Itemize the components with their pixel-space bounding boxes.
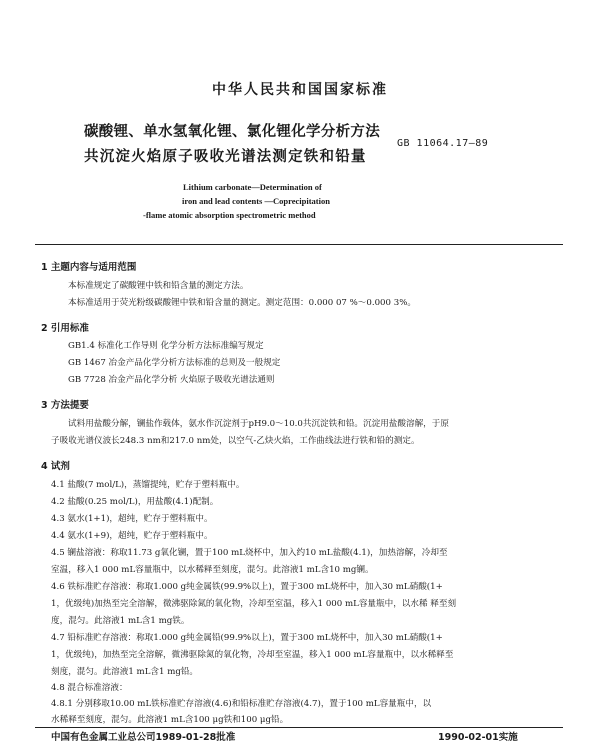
approval-statement: 中国有色金属工业总公司1989-01-28批准 [51,732,236,743]
reference-gb1-4: GB1.4 标准化工作导则 化学分析方法标准编写规定 [68,341,264,351]
reagent-4-5-line-2: 室温，移入1 000 mL容量瓶中，以水稀释至刻度，混匀。此溶液1 mL含10 mg镧。 [51,565,374,575]
section-3-line-1: 试料用盐酸分解，镧盐作载体，氨水作沉淀剂于pH9.0～10.0共沉淀铁和铅。沉淀用盐酸溶解，于原 [68,419,449,429]
reagent-4-7-line-2: 1，优级纯)，加热至完全溶解，微沸驱除氮的氧化物，冷却至室温，移入1 000 mL容量瓶中，以水稀释至 [51,650,454,660]
standard-code: GB 11064.17—89 [397,138,489,149]
section-3-line-2: 子吸收光谱仪波长248.3 nm和217.0 nm处，以空气-乙炔火焰，工作曲线法进行铁和铅的测定。 [51,436,420,446]
title-line-2: 共沉淀火焰原子吸收光谱法测定铁和铅量 [84,149,367,165]
reagent-4-8-1-line-2: 水稀释至刻度，混匀。此溶液1 mL含100 μg铁和100 μg铅。 [51,715,289,725]
implementation-date: 1990-02-01实施 [438,732,518,743]
national-standard-header: 中华人民共和国国家标准 [212,82,388,98]
reagent-4-4: 4.4 氨水(1+9)，超纯，贮存于塑料瓶中。 [51,531,213,541]
english-title-line-2: iron and lead contents —Coprecipitation [182,196,330,206]
section-4-heading: 4 试剂 [41,461,70,472]
footer-divider [35,727,563,728]
section-1-paragraph-1: 本标准规定了碳酸锂中铁和铅含量的测定方法。 [68,281,249,291]
reference-gb1467: GB 1467 冶金产品化学分析方法标准的总则及一般规定 [68,358,281,368]
reagent-4-7-line-1: 4.7 铅标准贮存溶液：称取1.000 g纯金属铅(99.9%以上)，置于300 mL烧杯中，加入30 mL硝酸(1+ [51,633,443,643]
reagent-4-2: 4.2 盐酸(0.25 mol/L)，用盐酸(4.1)配制。 [51,497,219,507]
title-divider [35,244,563,245]
section-3-heading: 3 方法提要 [41,400,89,411]
reagent-4-6-line-1: 4.6 铁标准贮存溶液：称取1.000 g纯金属铁(99.9%以上)，置于300 mL烧杯中，加入30 mL硝酸(1+ [51,582,443,592]
title-line-1: 碳酸锂、单水氢氧化锂、氯化锂化学分析方法 [84,124,380,140]
section-2-heading: 2 引用标准 [41,323,89,334]
reagent-4-8-1-line-1: 4.8.1 分别移取10.00 mL铁标准贮存溶液(4.6)和铅标准贮存溶液(4.7)，置于100 mL容量瓶中，以 [51,699,432,709]
section-1-paragraph-2: 本标准适用于荧光粉级碳酸锂中铁和铅含量的测定。测定范围：0.000 07 %～0.000 3%。 [68,298,416,308]
english-title-line-3: -flame atomic absorption spectrometric method [143,210,316,220]
reagent-4-8: 4.8 混合标准溶液： [51,683,128,693]
reference-gb7728: GB 7728 冶金产品化学分析 火焰原子吸收光谱法通则 [68,375,275,385]
reagent-4-6-line-2: 1，优级纯)加热至完全溶解，微沸驱除氮的氧化物，冷却至室温，移入1 000 mL容量瓶中，以水稀 释至刻 [51,599,457,609]
reagent-4-6-line-3: 度，混匀。此溶液1 mL含1 mg铁。 [51,616,190,626]
english-title-line-1: Lithium carbonate—Determination of [183,182,322,192]
reagent-4-7-line-3: 刻度，混匀。此溶液1 mL含1 mg铅。 [51,667,199,677]
reagent-4-1: 4.1 盐酸(7 mol/L)，蒸馏提纯，贮存于塑料瓶中。 [51,480,245,490]
reagent-4-3: 4.3 氨水(1+1)，超纯，贮存于塑料瓶中。 [51,514,213,524]
reagent-4-5-line-1: 4.5 镧盐溶液：称取11.73 g氧化镧，置于100 mL烧杯中，加入约10 mL盐酸(4.1)，加热溶解，冷却至 [51,548,448,558]
section-1-heading: 1 主题内容与适用范围 [41,262,137,273]
